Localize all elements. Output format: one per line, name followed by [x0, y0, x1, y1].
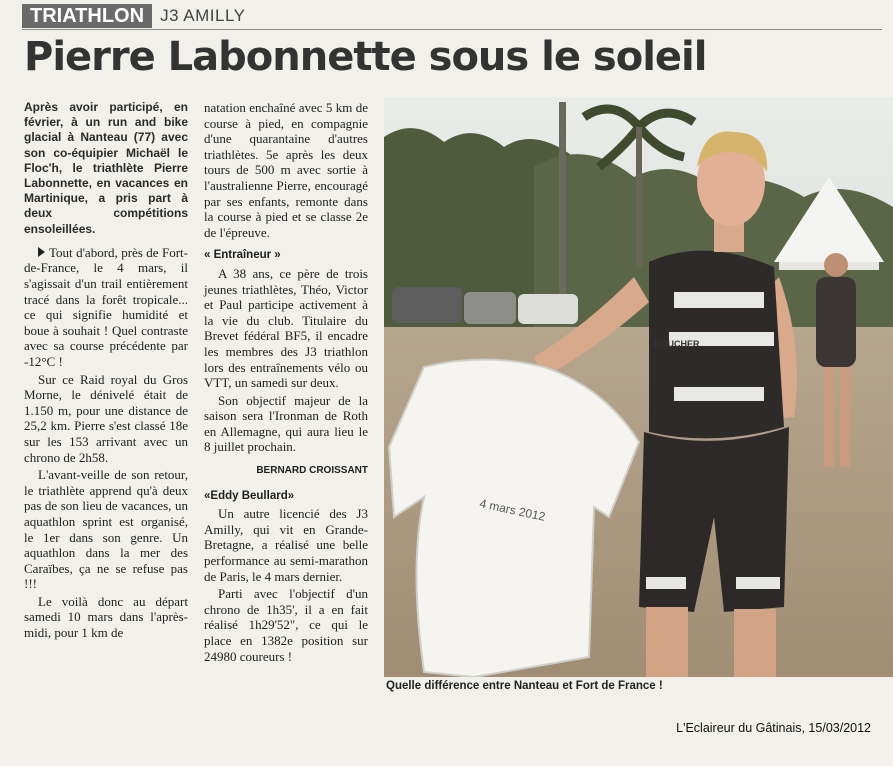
paragraph-text: Tout d'abord, près de Fort-de-France, le 4 mars, il s'agissait d'un trail entièrement tracé dans la forêt tropicale... ce qui signifie humidité et boue à souhait ! Quel contraste avec sa course précédente par -12°C ! [24, 244, 188, 369]
triathlete-photo-illustration [384, 97, 893, 677]
header-rule [22, 29, 882, 30]
paragraph: L'avant-veille de son retour, le triathlète apprend qu'à deux pas de son lieu de vacances, un aquathlon sprint est organisé, le 1er dans son genre. Un aquathlon dans la mer des Caraïbes, ça ne se refuse pas !!! [24, 467, 188, 592]
subheading-entraineur: « Entraîneur » [204, 249, 281, 262]
club-tag: J3 AMILLY [160, 6, 246, 25]
paragraph: A 38 ans, ce père de trois jeunes triathlètes, Théo, Victor et Paul participe activement à la vie du club. Titulaire du Brevet fédéral BF5, il encadre les membres des J3 triathlon lors des entraînements vélo ou VTT, un samedi sur deux. [204, 265, 368, 391]
paragraph: Le voilà donc au départ samedi 10 mars dans l'après-midi, pour 1 km de [24, 593, 188, 641]
subheading-eddy: «Eddy Beullard» [204, 489, 295, 502]
shirt-print: 4 mars 2012 [478, 496, 547, 524]
author-signature: BERNARD CROISSANT [256, 465, 368, 477]
text-column-2 [204, 100, 368, 666]
paragraph: Un autre licencié des J3 Amilly, qui vit en Grande-Bretagne, a réalisé une belle performance au semi-marathon de Paris, le 4 mars dernier. [204, 506, 368, 584]
paragraph: Son objectif majeur de la saison sera l'Ironman de Roth en Allemagne, qui aura lieu le 8 juillet prochain. [204, 392, 368, 455]
paragraph: Sur ce Raid royal du Gros Morne, le dénivelé était de 1.150 m, pour une distance de 25,2 km. Pierre s'est classé 18e sur les 153 arrivant avec un chrono de 2h58. [24, 371, 188, 465]
triangle-bullet-icon [38, 247, 45, 257]
source-credit: L'Eclaireur du Gâtinais, 15/03/2012 [676, 721, 871, 735]
paragraph [24, 245, 188, 370]
article-photo [384, 97, 893, 677]
photo-caption: Quelle différence entre Nanteau et Fort de France ! [386, 680, 663, 692]
text-column-1 [24, 100, 188, 643]
article-title: Pierre Labonnette sous le soleil [24, 34, 707, 80]
paragraph: natation enchaîné avec 5 km de course à pied, en compagnie d'une quarantaine d'autres triathlètes. 5e après les deux tours de 500 m avec sortie à l'australienne Pierre, encouragé par ses enfants, remonte dans la course à pied et se classe 2e de l'épreuve. [204, 100, 368, 240]
article-lead: Après avoir participé, en février, à un run and bike glacial à Nanteau (77) avec son co-équipier Michaël le Floc'h, le triathlète Pierre Labonnette, en vacances en Martinique, a pris part à deux compétitions ensoleillées. [24, 100, 188, 236]
suit-brand-print: BOUCHER [654, 339, 700, 349]
section-header [22, 4, 882, 28]
section-tag: TRIATHLON [22, 4, 152, 28]
paragraph: Parti avec l'objectif d'un chrono de 1h35', il a en fait réalisé 1h29'52", ce qui le place en 1382e position sur 24980 coureurs ! [204, 586, 368, 664]
